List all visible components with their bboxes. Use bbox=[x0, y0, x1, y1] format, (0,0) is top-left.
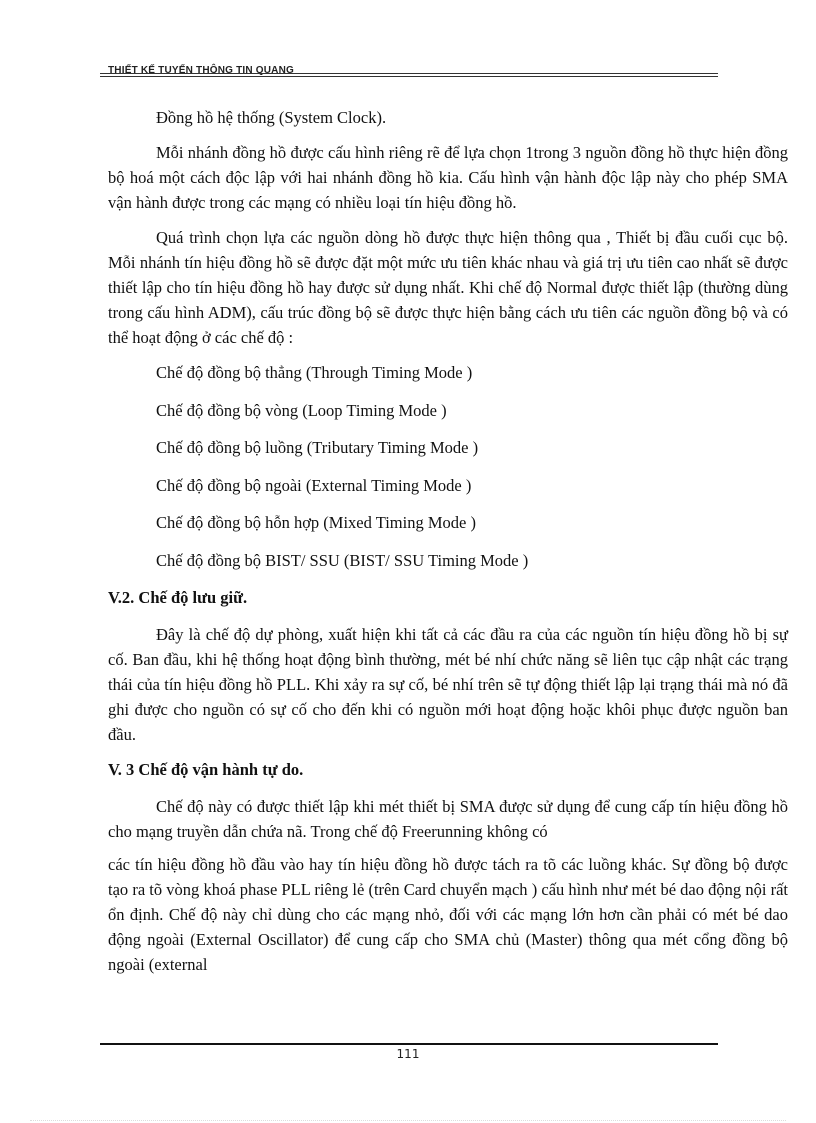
paragraph-freerun: Chế độ này có được thiết lập khi mét thiết bị SMA được sử dụng để cung cấp tín hiệu đồng hồ cho mạng truyền dẫn chứa nã. Trong chế độ Freerunning không có bbox=[108, 797, 788, 841]
header-rule bbox=[100, 73, 718, 74]
mode-item: Chế độ đồng bộ ngoài (External Timing Mode ) bbox=[156, 475, 472, 495]
paragraph-holdover: Đây là chế độ dự phòng, xuất hiện khi tất cả các đầu ra của các nguồn tín hiệu đồng hồ bị sự cố. Ban đầu, khi hệ thống hoạt động bình thường, mét bé nhí chức năng sẽ liên tục cập nhật các trạng thái của tín hiệu đồng hồ PLL. Khi xảy ra sự cố, bé nhí trên sẽ tự động thiết lập lại trạng thái mà nó đã ghi được cho nguồn có sự cố cho đến khi có nguồn mới hoạt động hoặc khôi phục được nguồn ban đầu. bbox=[108, 625, 788, 744]
paragraph-clock-branches: Mỗi nhánh đồng hồ được cấu hình riêng rẽ để lựa chọn 1trong 3 nguồn đồng hồ thực hiện đồng bộ hoá một cách độc lập với hai nhánh đồng hồ kia. Cấu hình vận hành độc lập này cho phép SMA vận hành được trong các mạng có nhiều loại tín hiệu đồng hồ. bbox=[108, 143, 788, 212]
paragraph-source-selection: Quá trình chọn lựa các nguồn dòng hồ được thực hiện thông qua , Thiết bị đầu cuối cục bộ. Mỗi nhánh tín hiệu đồng hồ sẽ được đặt một mức ưu tiên khác nhau và giá trị ưu tiên cao nhất sẽ được thiết lập cho tín hiệu đồng hồ hay được sử dụng nhất. Khi chế độ Normal được thiết lập (thường dùng trong cấu hình ADM), cấu trúc đồng bộ sẽ được thực hiện bằng cách ưu tiên các nguồn đồng bộ và có thể hoạt động ở các chế độ : bbox=[108, 228, 788, 347]
paragraph-freerun-continued: các tín hiệu đồng hồ đầu vào hay tín hiệu đồng hồ được tách ra tõ các luồng khác. Sự đồng bộ được tạo ra tõ vòng khoá phase PLL riêng lẻ (trên Card chuyển mạch ) cấu hình như mét bé dao động nội rất ổn định. Chế độ này chỉ dùng cho các mạng nhỏ, đối với các mạng lớn hơn cần phải có mét bé dao động ngoài (External Oscillator) để cung cấp cho SMA chủ (Master) thông qua mét cổng đồng bộ ngoài (external bbox=[108, 855, 788, 974]
footer-rule bbox=[100, 1043, 718, 1045]
mode-item: Chế độ đồng bộ vòng (Loop Timing Mode ) bbox=[156, 400, 447, 420]
mode-item: Chế độ đồng bộ luồng (Tributary Timing Mode ) bbox=[156, 438, 479, 457]
page-number: 111 bbox=[396, 1047, 420, 1061]
page-bottom-border bbox=[30, 1120, 786, 1121]
mode-item: Chế độ đồng bộ thẳng (Through Timing Mode ) bbox=[156, 363, 473, 382]
section-heading-freerun: V. 3 Chế độ vận hành tự do. bbox=[108, 760, 304, 779]
header-rule-secondary bbox=[100, 76, 718, 77]
section-heading-holdover: V.2. Chế độ lưu giữ. bbox=[108, 588, 248, 607]
mode-item: Chế độ đồng bộ hỗn hợp (Mixed Timing Mode ) bbox=[156, 513, 476, 532]
paragraph-gap bbox=[108, 844, 788, 852]
mode-item: Chế độ đồng bộ BIST/ SSU (BIST/ SSU Timing Mode ) bbox=[156, 550, 529, 570]
paragraph-system-clock: Đồng hồ hệ thống (System Clock). bbox=[156, 108, 387, 127]
page-content bbox=[108, 105, 788, 977]
header-title: THIẾT KẾ TUYẾN THÔNG TIN QUANG bbox=[108, 65, 294, 76]
